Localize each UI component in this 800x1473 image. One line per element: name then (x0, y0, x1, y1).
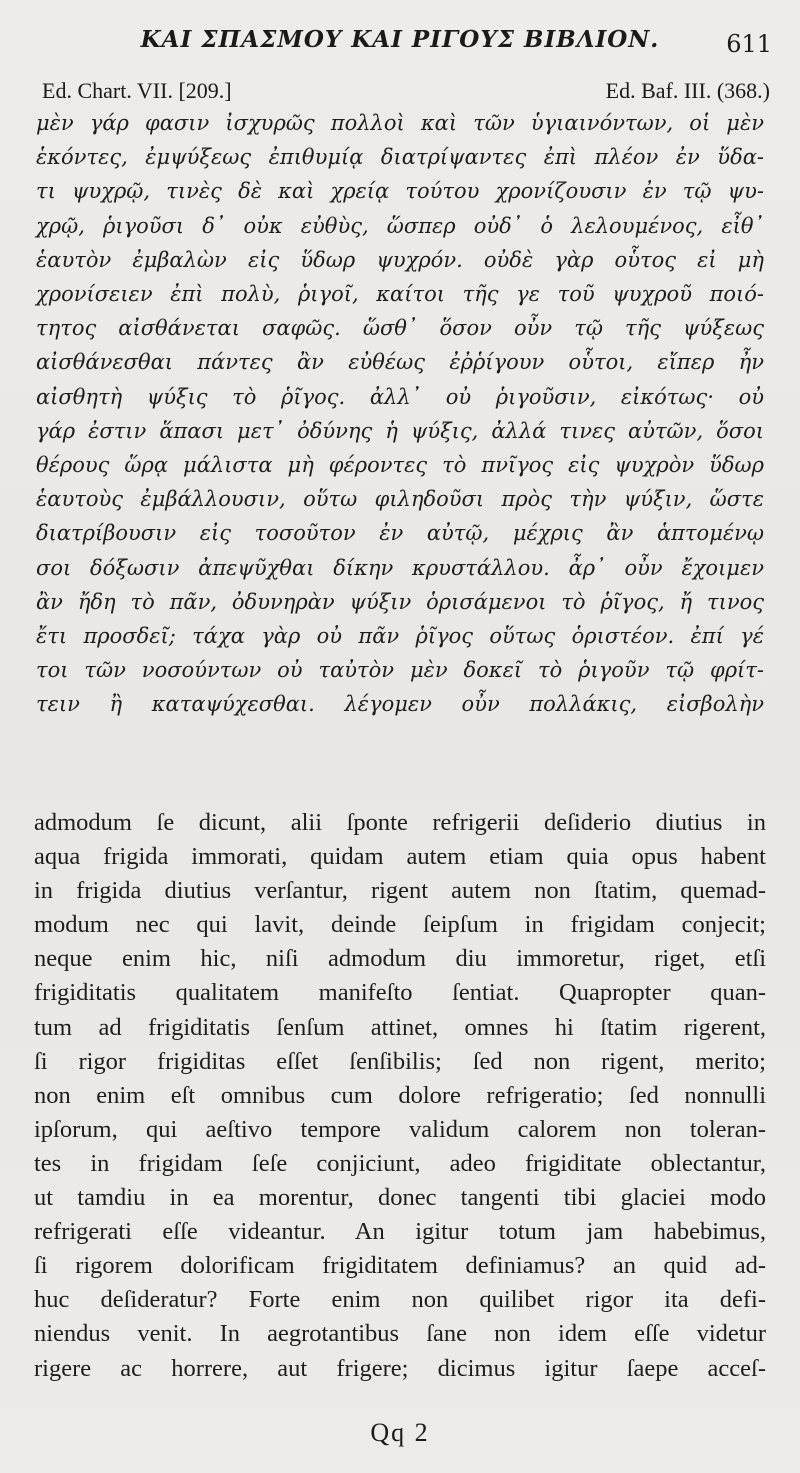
greek-line: αἰσθάνεσθαι πάντες ἂν εὐθέως ἐῤῥίγουν οὗτοι, εἴπερ ἦν (36, 350, 764, 375)
latin-line: ſi rigorem dolorificam frigiditatem definiamus? an quid ad- (34, 1252, 766, 1280)
latin-line: niendus venit. In aegrotantibus ſane non idem eſſe videtur (34, 1320, 766, 1348)
greek-line: χρονίσειεν ἐπὶ πολὺ, ῥιγοῖ, καίτοι τῆς γε τοῦ ψυχροῦ ποιό- (36, 282, 764, 307)
greek-line: ἑκόντες, ἐμψύξεως ἐπιθυμίᾳ διατρίψαντες ἐπὶ πλέον ἐν ὕδα- (36, 145, 764, 170)
latin-line: non enim eſt omnibus cum dolore refrigeratio; ſed nonnulli (34, 1081, 766, 1109)
latin-line: tum ad frigiditatis ſenſum attinet, omnes hi ſtatim rigerent, (34, 1013, 766, 1041)
signature-mark: Qq 2 (370, 1418, 430, 1447)
greek-line: ἔτι προσδεῖ; τάχα γὰρ οὐ πᾶν ῥῖγος οὕτως ὁριστέον. ἐπί γέ (36, 624, 764, 649)
greek-line: τοι τῶν νοσούντων οὐ ταὐτὸν μὲν δοκεῖ τὸ ῥιγοῦν τῷ φρίτ- (36, 658, 764, 683)
running-head: ΚΑΙ ΣΠΑΣΜΟΥ ΚΑΙ ΡΙΓΟΥΣ ΒΙΒΛΙΟΝ. (140, 26, 660, 53)
greek-line: διατρίβουσιν εἰς τοσοῦτον ἐν αὐτῷ, μέχρις ἂν ἁπτομένῳ (36, 521, 764, 546)
greek-line: ἑαυτὸν ἐμβαλὼν εἰς ὕδωρ ψυχρόν. οὐδὲ γὰρ οὗτος εἰ μὴ (36, 247, 764, 272)
latin-line: aqua frigida immorati, quidam autem etiam quia opus habent (34, 843, 766, 871)
latin-line: huc deſideratur? Forte enim non quilibet rigor ita defi- (34, 1286, 766, 1314)
latin-line: ſi rigor frigiditas eſſet ſenſibilis; ſed non rigent, merito; (34, 1047, 766, 1075)
latin-line: admodum ſe dicunt, alii ſponte refrigerii deſiderio diutius in (34, 809, 766, 836)
latin-line: tes in frigidam ſeſe conjiciunt, adeo frigiditate oblectantur, (34, 1149, 766, 1177)
greek-line: ἂν ἤδη τὸ πᾶν, ὀδυνηρὰν ψύξιν ὁρισάμενοι τὸ ῥῖγος, ἤ τινος (36, 589, 764, 614)
latin-line: rigere ac horrere, aut frigere; dicimus igitur ſaepe acceſ- (34, 1354, 766, 1382)
latin-line: neque enim hic, niſi admodum diu immoretur, riget, etſi (34, 945, 766, 973)
greek-line: μὲν γάρ φασιν ἰσχυρῶς πολλοὶ καὶ τῶν ὑγιαινόντων, οἱ μὲν (36, 111, 764, 135)
edition-basel-reference: Ed. Baf. III. (368.) (605, 78, 770, 103)
greek-line: γάρ ἐστιν ἅπασι μετ᾽ ὀδύνης ἡ ψύξις, ἀλλά τινες αὐτῶν, ὅσοι (36, 418, 764, 443)
greek-text-block (36, 106, 764, 722)
latin-line: refrigerati eſſe videantur. An igitur totum jam habebimus, (34, 1218, 766, 1246)
latin-text-block (34, 806, 766, 1386)
greek-line: τητος αἰσθάνεται σαφῶς. ὥσθ᾽ ὅσον οὖν τῷ τῆς ψύξεως (36, 316, 764, 341)
greek-line: σοι δόξωσιν ἀπεψῦχθαι δίκην κρυστάλλου. ἆρ᾽ οὖν ἔχοιμεν (36, 555, 764, 580)
latin-line: ut tamdiu in ea morentur, donec tangenti tibi glaciei modo (34, 1184, 766, 1212)
page-number: 611 (726, 30, 772, 58)
greek-line: χρῷ, ῥιγοῦσι δ᾽ οὐκ εὐθὺς, ὥσπερ οὐδ᾽ ὁ λελουμένος, εἶθ᾽ (36, 213, 764, 238)
latin-line: modum nec qui lavit, deinde ſeipſum in frigidam conjecit; (34, 911, 766, 939)
greek-line: θέρους ὥρᾳ μάλιστα μὴ φέροντες τὸ πνῖγος εἰς ψυχρὸν ὕδωρ (36, 453, 764, 478)
latin-line: frigiditatis qualitatem manifeſto ſentiat. Quapropter quan- (34, 979, 766, 1007)
edition-references (42, 78, 770, 106)
latin-line: ipſorum, qui aeſtivo tempore validum calorem non toleran- (34, 1115, 766, 1143)
greek-line: τειν ἢ καταψύχεσθαι. λέγομεν οὖν πολλάκις, εἰσβολὴν (36, 692, 764, 717)
latin-line: in frigida diutius verſantur, rigent autem non ſtatim, quemad- (34, 877, 766, 905)
greek-line: τι ψυχρῷ, τινὲς δὲ καὶ χρείᾳ τούτου χρονίζουσιν ἐν τῷ ψυ- (36, 179, 764, 204)
greek-line: ἑαυτοὺς ἐμβάλλουσιν, οὕτω φιληδοῦσι πρὸς τὴν ψύξιν, ὥστε (36, 487, 764, 512)
edition-chart-reference: Ed. Chart. VII. [209.] (42, 78, 232, 103)
greek-line: αἰσθητὴ ψύξις τὸ ῥῖγος. ἀλλ᾽ οὐ ῥιγοῦσιν, εἰκότως· οὐ (36, 384, 764, 409)
